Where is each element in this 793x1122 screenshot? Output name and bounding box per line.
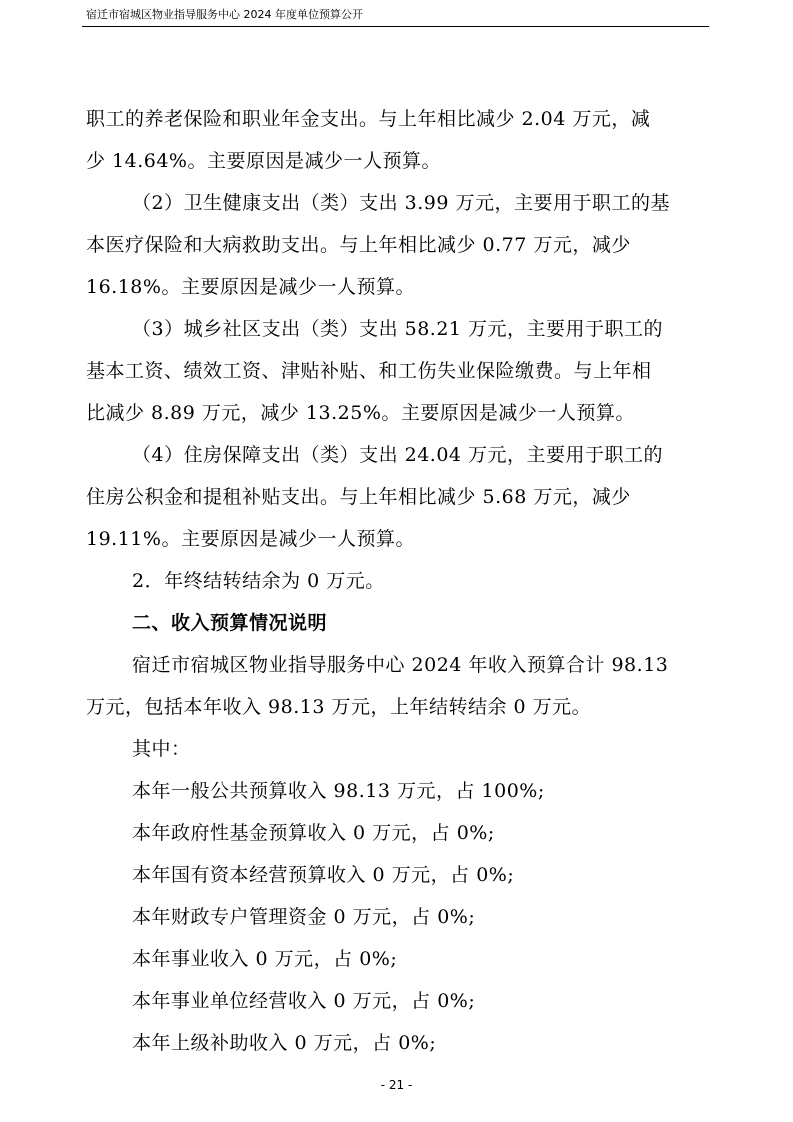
header-title: 宿迁市宿城区物业指导服务中心 2024 年度单位预算公开 — [86, 8, 363, 21]
list-item: 本年上级补助收入 0 万元，占 0%; — [132, 1032, 437, 1054]
paragraph-line: 宿迁市宿城区物业指导服务中心 2024 年收入预算合计 98.13 — [132, 654, 669, 676]
paragraph-line: 基本工资、绩效工资、津贴补贴、和工伤失业保险缴费。与上年相 — [86, 360, 652, 382]
paragraph-line: 比减少 8.89 万元，减少 13.25%。主要原因是减少一人预算。 — [86, 402, 635, 424]
list-item: 本年政府性基金预算收入 0 万元，占 0%; — [132, 822, 495, 844]
paragraph-line: 本医疗保险和大病救助支出。与上年相比减少 0.77 万元，减少 — [86, 234, 631, 256]
header-divider — [82, 26, 709, 27]
list-item: 本年财政专户管理资金 0 万元，占 0%; — [132, 906, 476, 928]
page-number: - 21 - — [380, 1078, 413, 1092]
list-item: 本年事业单位经营收入 0 万元，占 0%; — [132, 990, 476, 1012]
paragraph-line: 住房公积金和提租补贴支出。与上年相比减少 5.68 万元，减少 — [86, 486, 631, 508]
paragraph-line: （4）住房保障支出（类）支出 24.04 万元，主要用于职工的 — [132, 444, 664, 466]
paragraph-line: 19.11%。主要原因是减少一人预算。 — [86, 528, 415, 550]
paragraph-line: 少 14.64%。主要原因是减少一人预算。 — [86, 150, 441, 172]
paragraph-line: （2）卫生健康支出（类）支出 3.99 万元，主要用于职工的基 — [132, 192, 670, 214]
list-item: 本年事业收入 0 万元，占 0%; — [132, 948, 398, 970]
paragraph-line: 其中： — [132, 738, 191, 760]
list-item: 本年国有资本经营预算收入 0 万元，占 0%; — [132, 864, 515, 886]
paragraph-line: 万元，包括本年收入 98.13 万元，上年结转结余 0 万元。 — [86, 696, 592, 718]
paragraph-line: 职工的养老保险和职业年金支出。与上年相比减少 2.04 万元，减 — [86, 108, 651, 130]
paragraph-line: （3）城乡社区支出（类）支出 58.21 万元，主要用于职工的 — [132, 318, 664, 340]
section-heading: 二、收入预算情况说明 — [132, 612, 328, 634]
paragraph-line: 2．年终结转结余为 0 万元。 — [132, 570, 385, 592]
list-item: 本年一般公共预算收入 98.13 万元，占 100%; — [132, 780, 545, 802]
paragraph-line: 16.18%。主要原因是减少一人预算。 — [86, 276, 415, 298]
